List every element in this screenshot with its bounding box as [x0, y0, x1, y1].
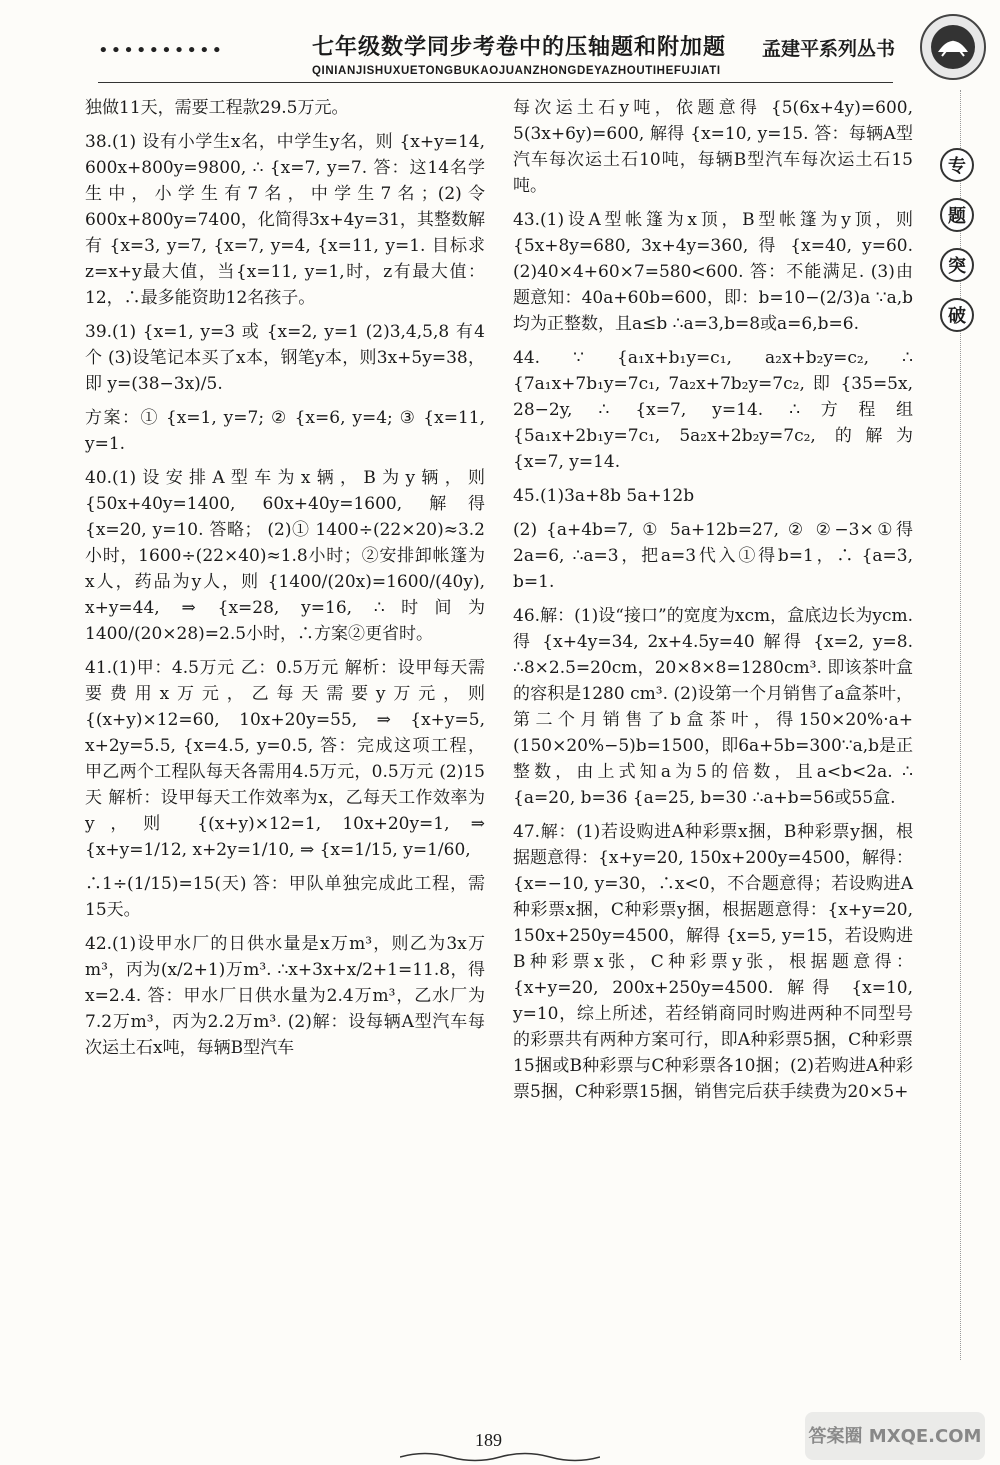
- answer-47: 47.解：(1)若设购进A种彩票x捆，B种彩票y捆，根据题意得：{x+y=20, 150x+200y=4500，解得：{x=−10, y=30，∴x<0，不合题意得；若设购进A种彩票x捆，C种彩票y捆，根据题意得：{x+y=20, 150x+250y=4500，解得 {x=5, y=15，若设购进B种彩票x张，C种彩票y张，根据题意得：{x+y=20, 200x+250y=4500. 解得 {x=10, y=10，综上所述，若经销商同时购进两种不同型号的彩票共有两种方案可行，即A种彩票5捆，C种彩票15捆或B种彩票与C种彩票各10捆；(2)若购进A种彩票5捆，C种彩票15捆，销售完后获手续费为20×5+: [513, 822, 919, 1102]
- answer-46: 46.解：(1)设“接口”的宽度为xcm，盒底边长为ycm. 得 {x+4y=34, 2x+4.5y=40 解得 {x=2, y=8. ∴8×2.5=20cm，20×8×8=1280cm³. 即该茶叶盒的容积是1280 cm³. (2)设第一个月销售了a盒茶叶，第二个月销售了b盒茶叶，得150×20%·a+(150×20%−5)b=1500，即6a+5b=300∵a,b是正整数，由上式知a为5的倍数，且a<b<2a. ∴ {a=20, b=36 {a=25, b=30 ∴a+b=56或55盒.: [513, 606, 919, 808]
- answer-42-continued: 每次运土石y吨，依题意得 {5(6x+4y)=600, 5(3x+6y)=600, 解得 {x=10, y=15. 答：每辆A型汽车每次运土石10吨，每辆B型汽车每次运土石15吨。: [513, 98, 919, 196]
- answer-40: 40.(1)设安排A型车为x辆，B为y辆，则 {50x+40y=1400, 60x+40y=1600, 解得 {x=20, y=10. 答略； (2)① 1400÷(22×20)≈3.2小时，1600÷(22×40)≈1.8小时；②安排卸帐篷为x人，药品为y人，则 {1400/(20x)=1600/(40y), x+y=44, ⇒ {x=28, y=16, ∴时间为 1400/(20×28)=2.5小时，∴方案②更省时。: [85, 468, 491, 644]
- answer-39-plans: 方案：① {x=1, y=7; ② {x=6, y=4; ③ {x=11, y=1.: [85, 408, 491, 454]
- side-tab-tu: 突: [940, 248, 974, 282]
- answer-43: 43.(1)设A型帐篷为x顶，B型帐篷为y顶，则 {5x+8y=680, 3x+4y=360, 得 {x=40, y=60. (2)40×4+60×7=580<600. 答：不能满足. (3)由题意知：40a+60b=600，即：b=10−(2/3)a ∵a,b均为正整数，且a≤b ∴a=3,b=8或a=6,b=6.: [513, 210, 919, 334]
- side-tab-zhuan: 专: [940, 148, 974, 182]
- answer-45-part2: (2) {a+4b=7, ① 5a+12b=27, ② ②−3×①得2a=6, ∴a=3，把a=3代入①得b=1，∴ {a=3, b=1.: [513, 520, 919, 592]
- answer-39: 39.(1) {x=1, y=3 或 {x=2, y=1 (2)3,4,5,8 有4个 (3)设笔记本买了x本，钢笔y本，则3x+5y=38，即 y=(38−3x)/5.: [85, 322, 485, 394]
- answer-45-part1: 45.(1)3a+8b 5a+12b: [513, 486, 695, 506]
- watermark-text: 答案圈 MXQE.COM: [808, 1426, 982, 1447]
- wave-ornament-icon: [400, 1450, 600, 1464]
- answer-41: 41.(1)甲：4.5万元 乙：0.5万元 解析：设甲每天需要费用x万元，乙每天需要y万元，则 {(x+y)×12=60, 10x+20y=55, ⇒ {x+y=5, x+2y=5.5, {x=4.5, y=0.5, 答：完成这项工程，甲乙两个工程队每天各需用4.5万元，0.5万元 (2)15天 解析：设甲每天工作效率为x，乙每天工作效率为y，则 {(x+y)×12=1, 10x+20y=1, ⇒ {x+y=1/12, x+2y=1/10, ⇒ {x=1/15, y=1/60,: [85, 658, 491, 860]
- answer-38: 38.(1) 设有小学生x名，中学生y名，则 {x+y=14, 600x+800y=9800, ∴ {x=7, y=7. 答：这14名学生中，小学生有7名，中学生7名；(2)令600x+800y=7400，化简得3x+4y=31，其整数解有 {x=3, y=7, {x=7, y=4, {x=11, y=1. 目标求z=x+y最大值，当{x=11, y=1,时，z有最大值：12，∴最多能资助12名孩子。: [85, 132, 491, 308]
- decorative-dots: ••••••••••: [98, 40, 225, 61]
- header-rule: [98, 82, 893, 83]
- side-tab-ti: 题: [940, 198, 974, 232]
- side-tab-po: 破: [940, 298, 974, 332]
- answer-41-conclusion: ∴1÷(1/15)=15(天) 答：甲队单独完成此工程，需15天。: [85, 874, 485, 920]
- book-title-pinyin: QINIANJISHUXUETONGBUKAOJUANZHONGDEYAZHOUTIHEFUJIATI: [312, 65, 721, 77]
- book-series-logo-icon: [918, 12, 988, 82]
- page-header: [0, 0, 1000, 100]
- watermark-logo: [805, 1412, 985, 1460]
- right-column: [513, 95, 919, 1113]
- book-title: 七年级数学同步考卷中的压轴题和附加题: [312, 34, 727, 60]
- answer-44: 44. ∵ {a₁x+b₁y=c₁, a₂x+b₂y=c₂, ∴ {7a₁x+7b₁y=7c₁, 7a₂x+7b₂y=7c₂, 即 {35=5x, 28−2y, ∴ {x=7, y=14. ∴方程组 {5a₁x+2b₁y=7c₁, 5a₂x+2b₂y=7c₂, 的解为 {x=7, y=14.: [513, 348, 919, 472]
- left-column: [85, 95, 491, 1069]
- answer-42: 42.(1)设甲水厂的日供水量是x万m³，则乙为3x万m³，丙为(x/2+1)万m³. ∴x+3x+x/2+1=11.8，得x=2.4. 答：甲水厂日供水量为2.4万m³，乙水厂为7.2万m³，丙为2.2万m³. (2)解：设每辆A型汽车每次运土石x吨，每辆B型汽车: [85, 934, 485, 1058]
- series-name: 孟建平系列丛书: [762, 38, 896, 60]
- answer-text: 独做11天，需要工程款29.5万元。: [85, 98, 349, 118]
- page-number: 189: [475, 1430, 502, 1450]
